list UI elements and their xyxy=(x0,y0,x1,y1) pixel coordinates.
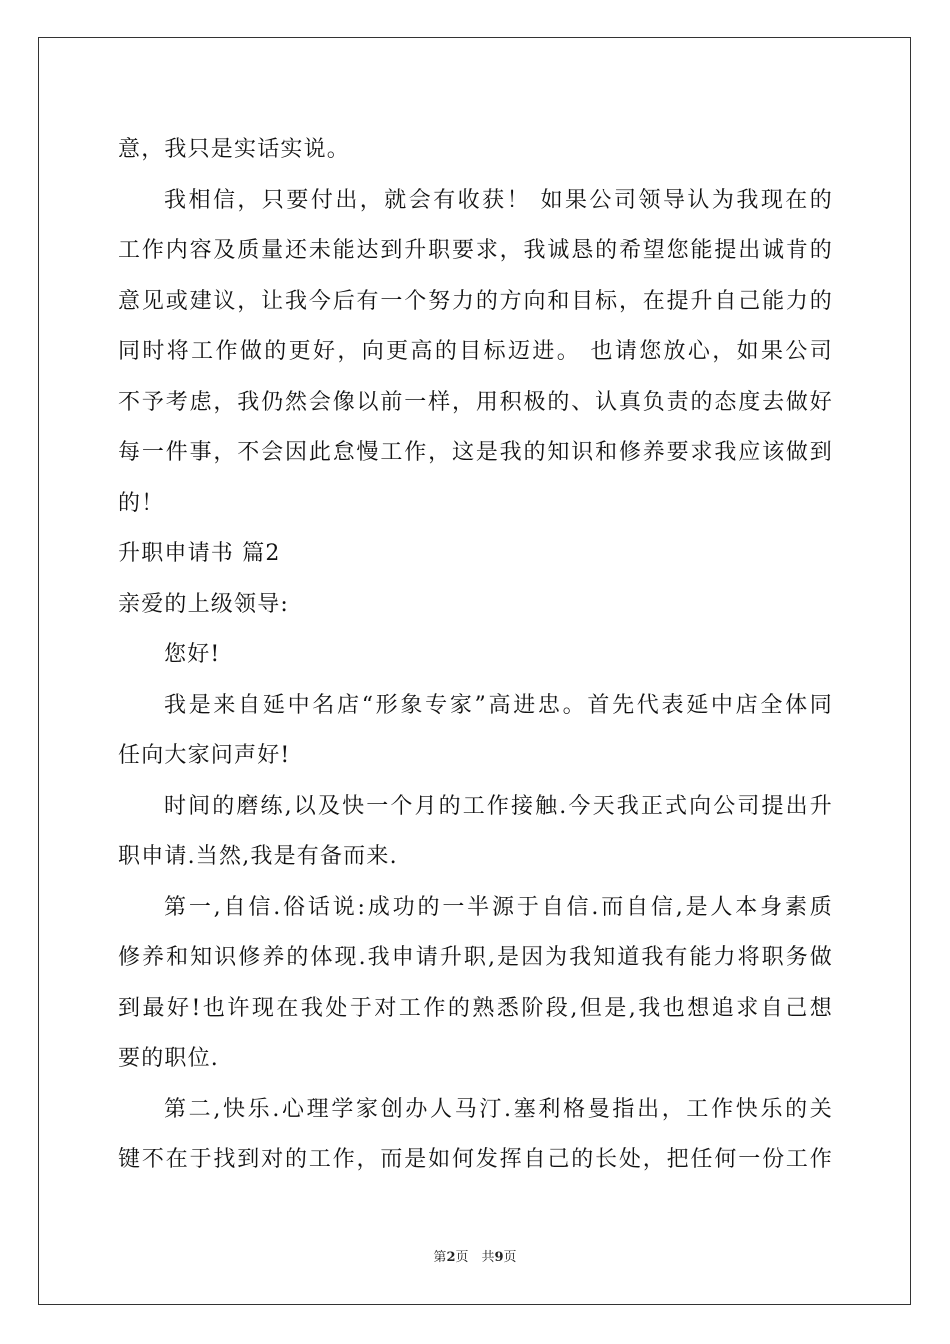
text-line: 修养和知识修养的体现.我申请升职,是因为我知道我有能力将职务做 xyxy=(118,945,833,970)
text-line: 不予考虑，我仍然会像以前一样，用积极的、认真负责的态度去做好 xyxy=(118,389,833,415)
text-line: 第二,快乐.心理学家创办人马汀.塞利格曼指出，工作快乐的关 xyxy=(164,1096,833,1122)
text-line: 工作内容及质量还未能达到升职要求，我诚恳的希望您能提出诚肯的 xyxy=(118,238,833,263)
total-page-number: 9 xyxy=(494,1250,504,1265)
text-line: 职申请.当然,我是有备而来. xyxy=(118,844,398,869)
page-footer xyxy=(0,1246,950,1265)
current-page-number: 2 xyxy=(446,1250,456,1265)
text-line: 第一,自信.俗话说:成功的一半源于自信.而自信,是人本身素质 xyxy=(164,894,833,920)
greeting: 您好! xyxy=(164,642,221,667)
page-number-mid: 页 共 xyxy=(455,1250,495,1265)
text-line: 时间的磨练,以及快一个月的工作接触.今天我正式向公司提出升 xyxy=(164,793,833,819)
section-heading: 升职申请书 篇2 xyxy=(118,541,281,566)
text-line: 每一件事，不会因此怠慢工作，这是我的知识和修养要求我应该做到 xyxy=(118,440,833,465)
salutation: 亲爱的上级领导: xyxy=(118,591,290,617)
text-line: 任向大家问声好! xyxy=(118,743,291,768)
text-line: 的！ xyxy=(118,490,165,516)
page-number-suffix: 页 xyxy=(503,1250,517,1265)
text-line: 我是来自延中名店“形象专家”高进忠。首先代表延中店全体同 xyxy=(164,692,833,718)
text-line: 我相信，只要付出，就会有收获！ 如果公司领导认为我现在的 xyxy=(164,187,833,213)
text-line: 到最好!也许现在我处于对工作的熟悉阶段,但是,我也想追求自己想 xyxy=(118,995,833,1021)
text-line: 意，我只是实话实说。 xyxy=(118,137,351,162)
page-number-prefix: 第 xyxy=(433,1250,447,1265)
text-line: 要的职位. xyxy=(118,1046,219,1071)
text-line: 意见或建议，让我今后有一个努力的方向和目标，在提升自己能力的 xyxy=(118,288,833,314)
text-line: 同时将工作做的更好，向更高的目标迈进。 也请您放心，如果公司 xyxy=(118,339,833,364)
document-body xyxy=(118,125,833,1186)
text-line: 键不在于找到对的工作，而是如何发挥自己的长处，把任何一份工作 xyxy=(118,1147,833,1172)
